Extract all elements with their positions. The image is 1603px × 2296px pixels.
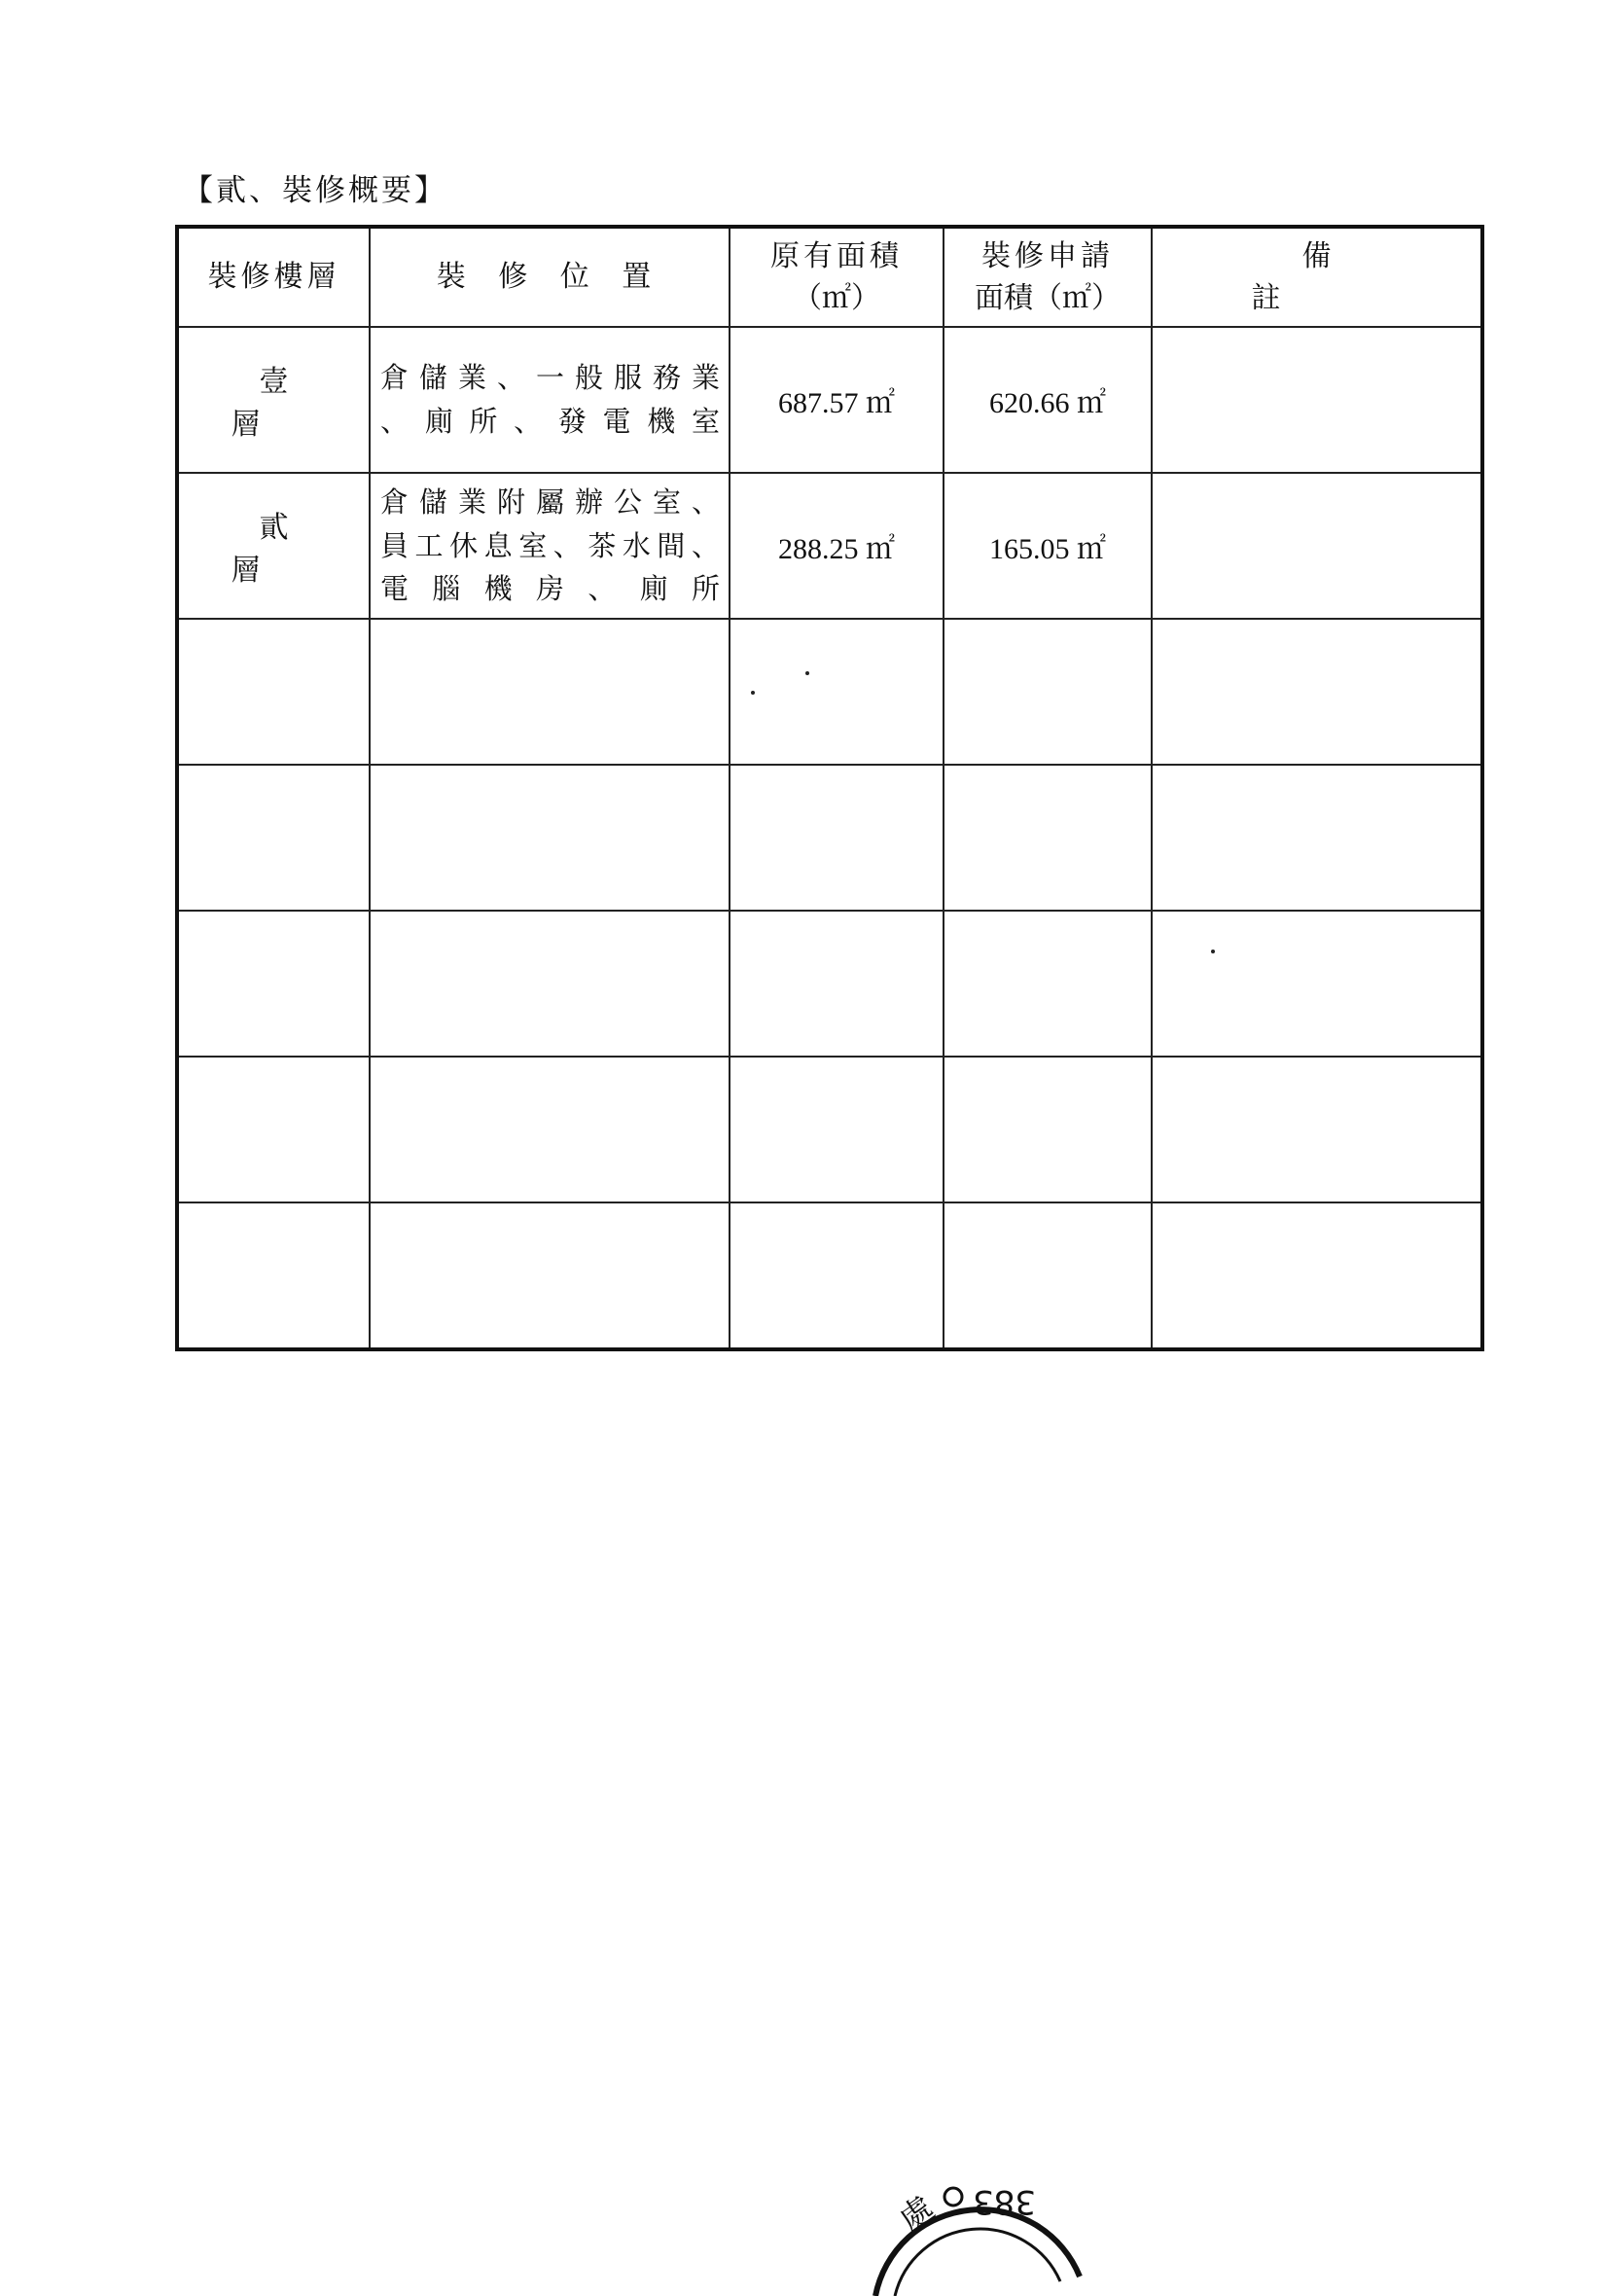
position-line: 電腦機房、廁所 [380, 572, 723, 606]
header-position: 裝 修 位 置 [370, 227, 730, 327]
original-area-value: 687.57 ㎡ [778, 387, 895, 419]
seal-char: 處 [892, 2189, 943, 2241]
header-original-area [730, 227, 944, 327]
header-application-area-line1: 裝修申請 [981, 238, 1114, 273]
header-original-area-line1: 原有面積 [770, 238, 903, 273]
remarks-cell [1152, 473, 1482, 619]
seal-digits: 383 [973, 2182, 1036, 2221]
header-floor: 裝修樓層 [177, 227, 370, 327]
remarks-cell [1152, 327, 1482, 473]
table-row [177, 473, 1482, 619]
application-area-cell [944, 327, 1152, 473]
floor-cell [177, 327, 370, 473]
position-line: 倉儲業、一般服務業 [380, 361, 723, 395]
official-seal [866, 2140, 1089, 2296]
table-row-empty [177, 1202, 1482, 1349]
header-remarks [1152, 227, 1482, 327]
position-cell [370, 473, 730, 619]
scan-speck [1211, 950, 1215, 953]
floor-label: 壹層 [231, 365, 345, 442]
original-area-cell [730, 327, 944, 473]
floor-cell [177, 473, 370, 619]
original-area-value: 288.25 ㎡ [778, 533, 895, 565]
header-application-area-line2: 面積（㎡） [975, 281, 1121, 315]
application-area-value: 165.05 ㎡ [989, 533, 1106, 565]
table-row-empty [177, 1057, 1482, 1202]
table-header-row [177, 227, 1482, 327]
header-original-area-line2: （㎡） [793, 281, 880, 315]
position-line: 、廁所、發電機室 [380, 405, 723, 438]
table-row-empty [177, 619, 1482, 765]
renovation-summary-table [175, 225, 1484, 1351]
table-row-empty [177, 765, 1482, 911]
position-line: 倉儲業附屬辦公室、 [380, 484, 723, 519]
section-title: 【貳、裝修概要】 [183, 173, 447, 208]
scan-speck [805, 671, 809, 675]
scan-speck [751, 691, 755, 695]
plum-blossom-icon [944, 2188, 962, 2206]
floor-label: 貳層 [231, 511, 345, 588]
application-area-cell [944, 473, 1152, 619]
table-row-empty [177, 911, 1482, 1057]
header-application-area [944, 227, 1152, 327]
application-area-value: 620.66 ㎡ [989, 387, 1106, 419]
position-line: 員工休息室、茶水間、 [380, 528, 723, 562]
header-remarks-label: 備註 [1251, 238, 1433, 315]
position-cell [370, 327, 730, 473]
table-row [177, 327, 1482, 473]
original-area-cell [730, 473, 944, 619]
